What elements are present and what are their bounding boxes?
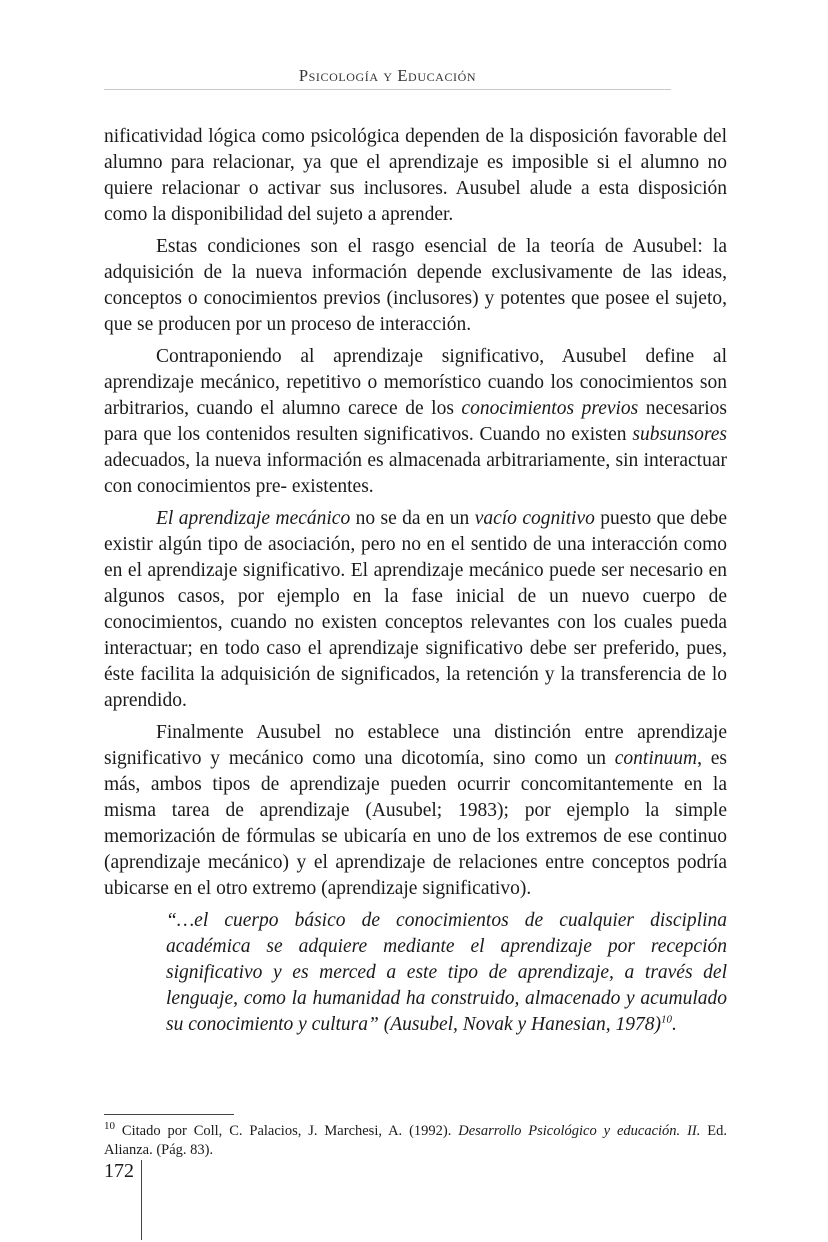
paragraph-4	[104, 506, 727, 714]
block-quote-end: .	[672, 1014, 677, 1035]
footnote-text-a: Citado por Coll, C. Palacios, J. Marchesi, A. (1992).	[115, 1123, 459, 1139]
footnote-reference[interactable]: 10	[661, 1013, 672, 1026]
paragraph-1	[104, 124, 727, 228]
footnote-number: 10	[104, 1120, 115, 1133]
paragraph-4-text-a: no se da en un	[350, 508, 475, 529]
footnote-text-b: Ed. Alianza. (Pág. 83).	[104, 1123, 727, 1158]
running-header: Psicología y Educación	[298, 66, 477, 85]
footnote-divider	[104, 1114, 234, 1115]
paragraph-4-italic-term-2: vacío cognitivo	[474, 508, 595, 529]
paragraph-5-text-a: Finalmente Ausubel no establece una distinción entre aprendizaje significativo y mecánico como una dicotomía, sino como un	[104, 722, 727, 769]
footnote	[104, 1122, 727, 1160]
paragraph-3-text-c: adecuados, la nueva información es almacenada arbitrariamente, sin interactuar con conocimientos pre- existentes.	[104, 450, 727, 497]
paragraph-3-text-a: Contraponiendo al aprendizaje significativo, Ausubel define al aprendizaje mecánico, repetitivo o memorístico cuando los conocimientos son arbitrarios, cuando el alumno carece de los	[104, 346, 727, 419]
paragraph-4-text-b: puesto que debe existir algún tipo de asociación, pero no en el sentido de una interacción como en el aprendizaje significativo. El aprendizaje mecánico puede ser necesario en algunos casos, por ejemplo en la fase inicial de un nuevo cuerpo de conocimientos, cuando no existen conceptos relevantes con los cuales pueda interactuar; en todo caso el aprendizaje significativo debe ser preferido, pues, éste facilita la adquisición de significados, la retención y la transferencia de lo aprendido.	[104, 508, 727, 711]
paragraph-4-italic-term-1: El aprendizaje mecánico	[156, 508, 351, 529]
body-text	[104, 124, 727, 1038]
paragraph-3-italic-term-1: conocimientos previos	[461, 398, 639, 419]
paragraph-5-text-b: , es más, ambos tipos de aprendizaje pueden ocurrir concomitantemente en la misma tarea de aprendizaje (Ausubel; 1983); por ejemplo la simple memorización de fórmulas se ubicaría en uno de los extremos de ese continuo (aprendizaje mecánico) y el aprendizaje de relaciones entre conceptos podría ubicarse en el otro extremo (aprendizaje significativo).	[104, 748, 727, 899]
margin-line	[141, 1160, 142, 1240]
page-number: 172	[104, 1160, 134, 1182]
block-quote	[166, 908, 727, 1038]
paragraph-3	[104, 344, 727, 500]
footnote-italic-title: Desarrollo Psicológico y educación. II.	[458, 1123, 701, 1139]
paragraph-1-text: nificatividad lógica como psicológica dependen de la disposición favorable del alumno para relacionar, ya que el aprendizaje es imposible si el alumno no quiere relacionar o activar sus inclusores. Ausubel alude a esta disposición como la disponibilidad del sujeto a aprender.	[104, 126, 727, 225]
paragraph-5	[104, 720, 727, 902]
paragraph-2	[104, 234, 727, 338]
paragraph-5-italic-term: continuum	[614, 748, 698, 769]
header-divider	[104, 89, 671, 90]
paragraph-2-text: Estas condiciones son el rasgo esencial de la teoría de Ausubel: la adquisición de la nueva información depende exclusivamente de las ideas, conceptos o conocimientos previos (inclusores) y potentes que posee el sujeto, que se producen por un proceso de interacción.	[104, 236, 727, 335]
paragraph-3-text-b: necesarios para que los contenidos resulten significativos. Cuando no existen	[104, 398, 727, 445]
paragraph-3-italic-term-2: subsunsores	[632, 424, 727, 445]
block-quote-text: “…el cuerpo básico de conocimientos de cualquier disciplina académica se adquiere mediante el aprendizaje por recepción significativo y es merced a este tipo de aprendizaje, a través del lenguaje, como la humanidad ha construido, almacenado y acumulado su conocimiento y cultura” (Ausubel, Novak y Hanesian, 1978)	[166, 910, 727, 1035]
